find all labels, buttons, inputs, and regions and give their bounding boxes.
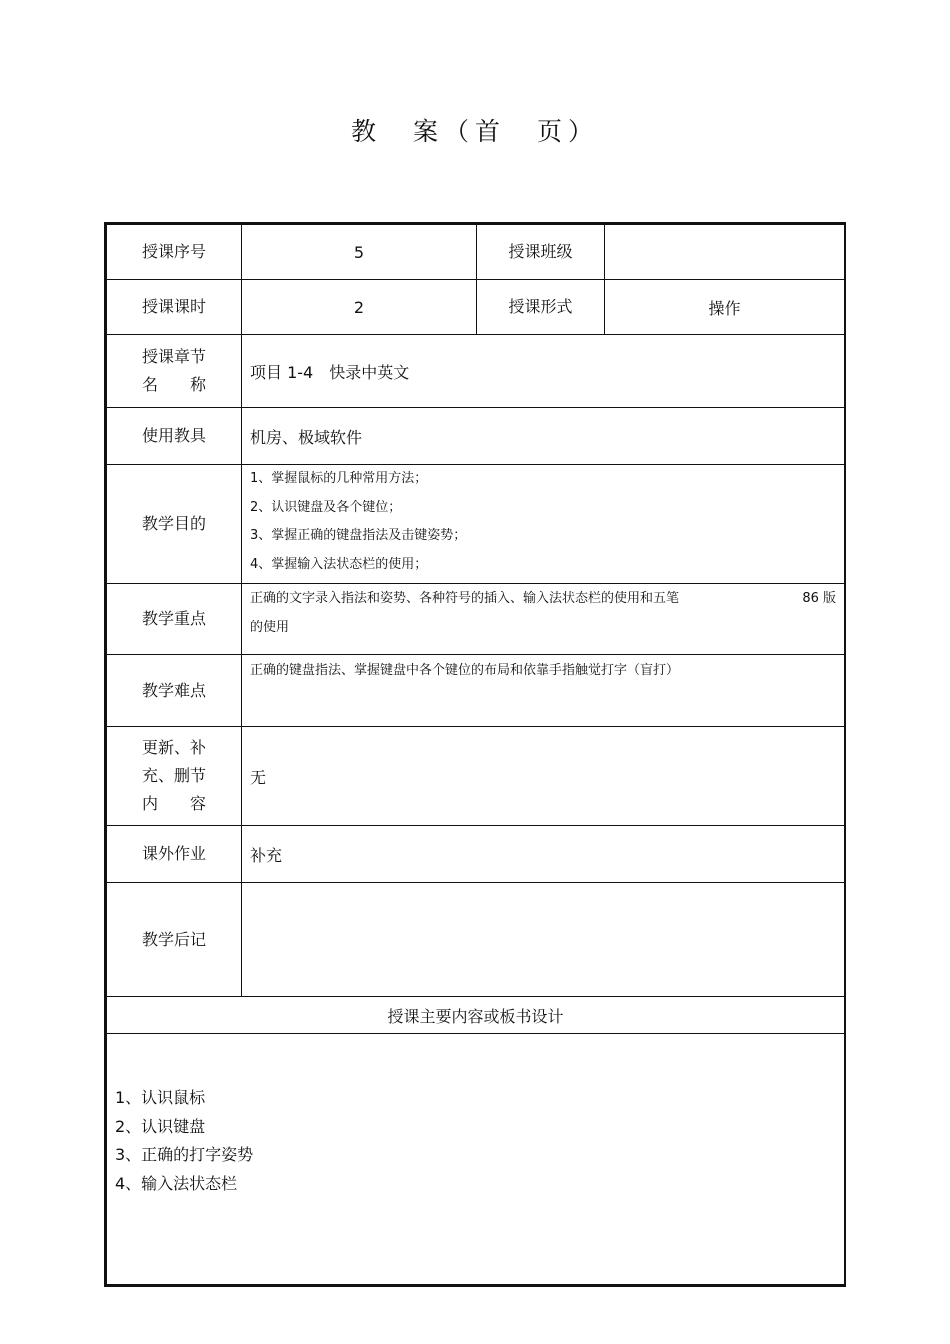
objective-item: 4、掌握输入法状态栏的使用； (250, 556, 428, 572)
homework-label: 课外作业 (107, 826, 242, 883)
chapter-value: 项目 1-4 快录中英文 (242, 335, 845, 408)
summary-item: 4、输入法状态栏 (115, 1173, 238, 1193)
form-value: 操作 (605, 280, 845, 335)
hours-value: 2 (242, 280, 477, 335)
row-objectives (107, 465, 845, 584)
row-focus (107, 584, 845, 655)
tools-label: 使用教具 (107, 408, 242, 465)
difficulty-value: 正确的键盘指法、掌握键盘中各个键位的布局和依靠手指触觉打字（盲打） (242, 655, 845, 727)
seq-label: 授课序号 (107, 225, 242, 280)
row-hours-form (107, 280, 845, 335)
update-label-line2: 充、删节 (141, 766, 206, 785)
notes-value (242, 883, 845, 997)
row-homework (107, 826, 845, 883)
objectives-list (242, 465, 845, 584)
summary-body (107, 1034, 845, 1285)
row-chapter (107, 335, 845, 408)
objective-item: 3、掌握正确的键盘指法及击键姿势； (250, 528, 467, 543)
tools-value: 机房、极域软件 (242, 408, 845, 465)
summary-item: 3、正确的打字姿势 (115, 1145, 254, 1164)
chapter-label-line2: 名 称 (141, 375, 206, 394)
chapter-label-line1: 授课章节 (141, 347, 206, 366)
difficulty-label: 教学难点 (107, 655, 242, 727)
row-notes (107, 883, 845, 997)
focus-value (242, 584, 845, 655)
row-tools (107, 408, 845, 465)
row-seq-class (107, 225, 845, 280)
homework-value: 补充 (242, 826, 845, 883)
seq-value: 5 (242, 225, 477, 280)
update-value: 无 (242, 727, 845, 826)
objective-label: 教学目的 (107, 465, 242, 584)
summary-heading: 授课主要内容或板书设计 (107, 997, 845, 1034)
focus-label: 教学重点 (107, 584, 242, 655)
chapter-label (107, 335, 242, 408)
focus-line1-left: 正确的文字录入指法和姿势、各种符号的插入、输入法状态栏的使用和五笔 (250, 591, 680, 606)
hours-label: 授课课时 (107, 280, 242, 335)
form-label: 授课形式 (477, 280, 605, 335)
lesson-plan-table (104, 222, 846, 1287)
row-difficulty (107, 655, 845, 727)
objective-item: 1、掌握鼠标的几种常用方法； (250, 471, 428, 486)
class-value (605, 225, 845, 280)
objective-item: 2、认识键盘及各个键位； (250, 499, 402, 515)
summary-item: 1、认识鼠标 (115, 1088, 206, 1107)
page-title: 教 案（首 页） (350, 117, 599, 146)
row-summary-body (107, 1034, 845, 1285)
update-label (107, 727, 242, 826)
notes-label: 教学后记 (107, 883, 242, 997)
update-label-line3: 内 容 (141, 794, 206, 813)
class-label: 授课班级 (477, 225, 605, 280)
row-summary-heading (107, 997, 845, 1034)
row-update (107, 727, 845, 826)
update-label-line1: 更新、补 (141, 738, 206, 757)
focus-line2: 的使用 (250, 620, 290, 635)
summary-item: 2、认识键盘 (115, 1116, 206, 1136)
focus-line1-right: 86 版 (802, 591, 836, 606)
